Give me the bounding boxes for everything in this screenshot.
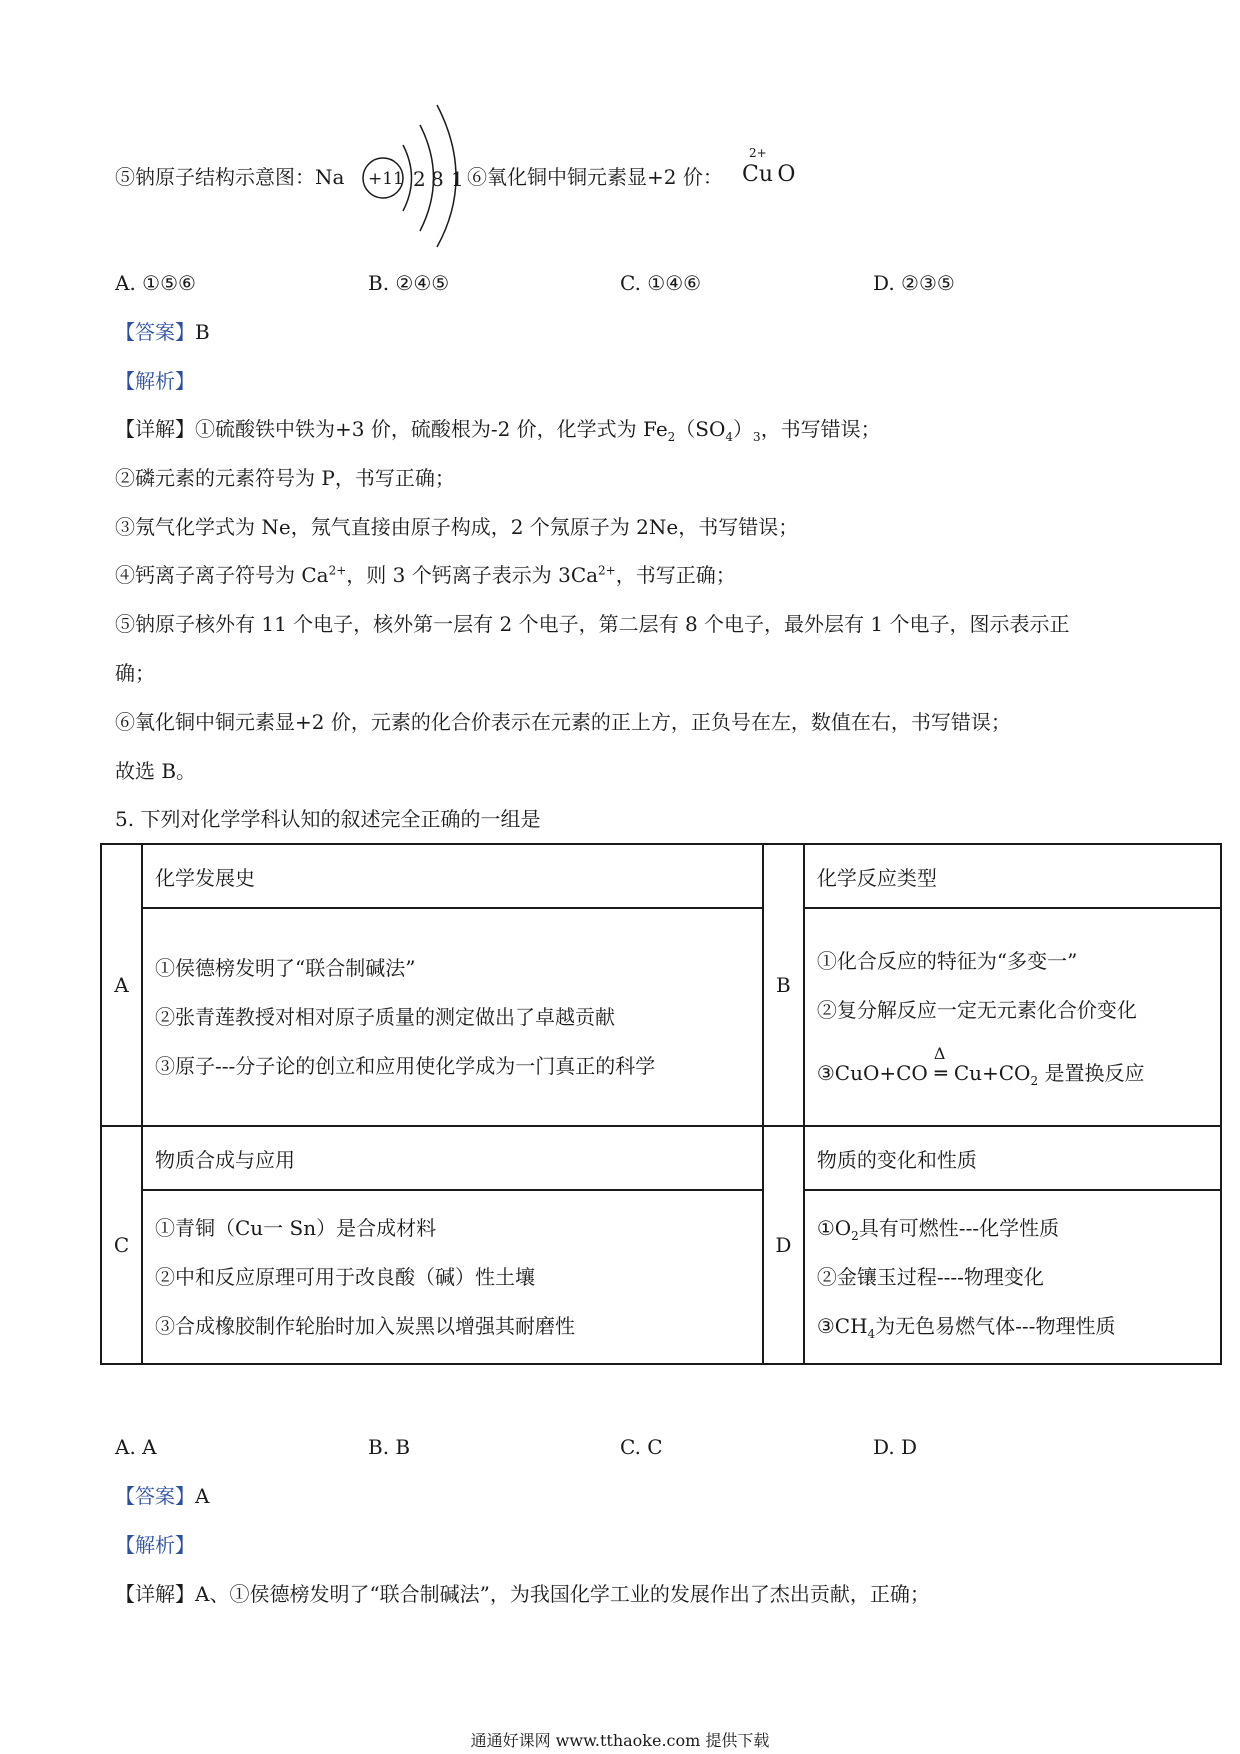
q5-options-table <box>100 843 1222 1365</box>
q4-answer: 【答案】B <box>115 320 210 344</box>
q4-option-d: D. ②③⑤ <box>873 271 955 295</box>
shell-count-1: 2 <box>413 167 426 191</box>
cell-d-body <box>804 1190 1221 1364</box>
q4-detail-line-7: 故选 B。 <box>115 759 197 783</box>
nucleus-charge: +11 <box>368 169 404 189</box>
cell-d-head: 物质的变化和性质 <box>804 1126 1221 1190</box>
item5-text: ⑤钠原子结构示意图：Na <box>115 165 345 189</box>
row-letter-c: C <box>101 1126 142 1364</box>
formula-o: O <box>777 162 796 187</box>
cell-a-head: 化学发展史 <box>142 844 763 908</box>
q4-option-c: C. ①④⑥ <box>620 271 702 295</box>
cell-b-body <box>804 908 1221 1126</box>
row-letter-d: D <box>763 1126 804 1364</box>
q4-detail-line-3: ③氖气化学式为 Ne，氖气直接由原子构成，2 个氖原子为 2Ne，书写错误； <box>115 515 799 539</box>
q4-analysis-tag: 【解析】 <box>115 369 195 393</box>
cell-b-head: 化学反应类型 <box>804 844 1221 908</box>
q4-detail-line-5-cont: 确； <box>115 661 155 685</box>
q4-detail-line-1: 【详解】①硫酸铁中铁为+3 价，硫酸根为-2 价，化学式为 $Fe_2(SO_4)_3$，书写错误； <box>115 417 881 444</box>
shell-arc-1 <box>403 145 412 211</box>
sodium-atom-structure-line <box>115 100 815 250</box>
cell-c-item-2: ②中和反应原理可用于改良酸（碱）性土壤 <box>155 1264 535 1289</box>
heat-equation-sign: Δ ═ <box>933 1043 947 1085</box>
q5-detail-line-1: 【详解】A、①侯德榜发明了“联合制碱法”，为我国化学工业的发展作出了杰出贡献，正确； <box>115 1582 930 1606</box>
q5-option-d: D. D <box>873 1435 918 1459</box>
copper-oxide-formula <box>742 146 796 187</box>
cell-c-item-3: ③合成橡胶制作轮胎时加入炭黑以增强其耐磨性 <box>155 1313 575 1338</box>
cell-b-item-3: ③CuO+CO Δ ═ $Cu+CO_2$ 是置换反应 <box>817 1049 1208 1098</box>
q4-detail-line-2: ②磷元素的元素符号为 P，书写正确； <box>115 466 455 490</box>
q4-option-b: B. ②④⑤ <box>368 271 450 295</box>
cell-a-body <box>142 908 763 1126</box>
formula-cu: Cu <box>742 162 774 187</box>
cell-a-item-3: ③原子---分子论的创立和应用使化学成为一门真正的科学 <box>155 1053 656 1078</box>
q5-option-c: C. C <box>620 1435 663 1459</box>
q4-option-a: A. ①⑤⑥ <box>115 271 196 295</box>
q4-detail-line-4: ④钙离子离子符号为 $Ca^{2+}$，则 3 个钙离子表示为 $3Ca^{2+}$，书写正确； <box>115 563 736 587</box>
cell-b-item-1: ①化合反应的特征为“多变一” <box>816 948 1078 973</box>
q4-detail-line-5: ⑤钠原子核外有 11 个电子，核外第一层有 2 个电子，第二层有 8 个电子，最外层有 1 个电子，图示表示正 <box>115 612 1070 636</box>
cell-c-head: 物质合成与应用 <box>142 1126 763 1190</box>
q5-analysis-tag: 【解析】 <box>115 1533 195 1557</box>
q4-detail-line-6: ⑥氧化铜中铜元素显+2 价，元素的化合价表示在元素的正上方，正负号在左，数值在右，书写错误； <box>115 710 1011 734</box>
cell-b-item-2: ②复分解反应一定无元素化合价变化 <box>816 997 1137 1022</box>
item6-text: ⑥氧化铜中铜元素显+2 价： <box>467 165 723 189</box>
cell-d-item-1: $①O_2$具有可燃性---化学性质 <box>816 1215 1060 1243</box>
row-letter-b: B <box>763 844 804 1126</box>
q5-option-a: A. A <box>115 1435 157 1459</box>
q5-option-b: B. B <box>368 1435 411 1459</box>
cell-a-item-1: ①侯德榜发明了“联合制碱法” <box>155 955 416 980</box>
cell-c-item-1: ①青铜（Cu一 Sn）是合成材料 <box>155 1215 437 1240</box>
cell-a-item-2: ②张青莲教授对相对原子质量的测定做出了卓越贡献 <box>155 1004 615 1029</box>
cell-d-item-3: $③CH_4$为无色易燃气体---物理性质 <box>816 1313 1116 1341</box>
q5-answer: 【答案】A <box>115 1484 210 1508</box>
shell-count-3: 1 <box>451 167 464 191</box>
page-footer: 通通好课网 www.tthaoke.com 提供下载 <box>470 1731 770 1750</box>
cell-c-body <box>142 1190 763 1364</box>
cell-d-item-2: ②金镶玉过程----物理变化 <box>816 1264 1044 1289</box>
valence-label: 2+ <box>749 146 767 160</box>
row-letter-a: A <box>101 844 142 1126</box>
shell-count-2: 8 <box>431 167 444 191</box>
q5-stem: 5. 下列对化学学科认知的叙述完全正确的一组是 <box>115 807 541 831</box>
